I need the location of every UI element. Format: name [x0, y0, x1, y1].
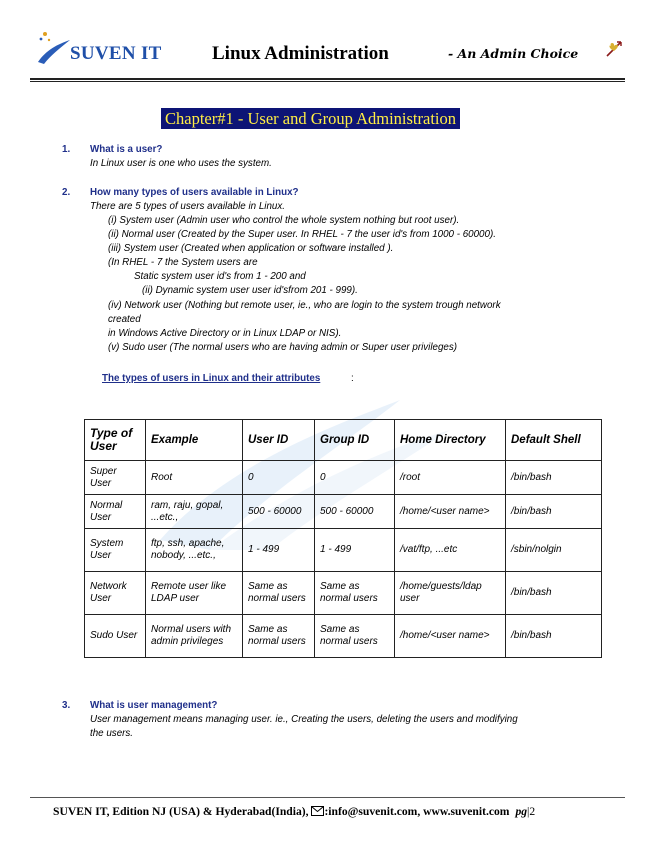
table-cell: Same as normal users [243, 572, 315, 615]
answer-line: (ii) Normal user (Created by the Super user. In RHEL - 7 the user id's from 1000 - 60000). [108, 229, 496, 240]
table-row [85, 495, 602, 529]
answer-line: created [108, 314, 141, 325]
column-header: Default Shell [506, 420, 602, 461]
table-subheading-text: The types of users in Linux and their attributes [102, 373, 321, 384]
answer-line: User management means managing user. ie., Creating the users, deleting the users and modifying [90, 714, 518, 725]
column-header: Example [146, 420, 243, 461]
arrow-heart-icon [603, 36, 627, 60]
question: What is a user? [90, 144, 163, 155]
answer-line: (iii) System user (Created when application or software installed ). [108, 243, 394, 254]
table-cell: 500 - 60000 [243, 495, 315, 529]
chapter-title: Chapter#1 - User and Group Administration [161, 108, 460, 129]
table-cell: /bin/bash [506, 461, 602, 495]
envelope-icon [311, 806, 324, 816]
answer-line: the users. [90, 728, 134, 739]
table-cell: /bin/bash [506, 572, 602, 615]
table-cell: 1 - 499 [315, 529, 395, 572]
table-row [85, 615, 602, 658]
table-header-row [85, 420, 602, 461]
page-label: pg [515, 805, 528, 818]
answer-line: in Windows Active Directory or in Linux LDAP or NIS). [108, 328, 342, 339]
answer-line: (v) Sudo user (The normal users who are having admin or Super user privileges) [108, 342, 458, 353]
table-cell: Sudo User [85, 615, 146, 658]
answer-line: (i) System user (Admin user who control the whole system nothing but root user). [108, 215, 460, 226]
table-cell: Same as normal users [315, 615, 395, 658]
table-cell: 500 - 60000 [315, 495, 395, 529]
footer-contact: :info@suvenit.com, www.suvenit.com [324, 805, 510, 818]
footer-text: SUVEN IT, Edition NJ (USA) & Hyderabad(India), [53, 805, 312, 818]
table-cell: /bin/bash [506, 615, 602, 658]
subheading-colon: : [351, 373, 354, 384]
user-types-table [84, 419, 602, 658]
section-number: 2. [62, 187, 71, 198]
logo-text: SUVEN IT [70, 43, 162, 64]
table-cell: Normal users with admin privileges [146, 615, 243, 658]
header-rule [30, 78, 625, 80]
section-number: 3. [62, 700, 71, 711]
table-cell: 0 [315, 461, 395, 495]
table-cell: Root [146, 461, 243, 495]
answer-line: (iv) Network user (Nothing but remote user, ie., who are login to the system trough network [108, 300, 501, 311]
table-cell: /vat/ftp, ...etc [395, 529, 506, 572]
section-number: 1. [62, 144, 71, 155]
table-cell: Remote user like LDAP user [146, 572, 243, 615]
answer-intro: There are 5 types of users available in Linux. [90, 201, 285, 212]
table-cell: System User [85, 529, 146, 572]
table-cell: 0 [243, 461, 315, 495]
document-title: Linux Administration [212, 43, 389, 64]
answer: In Linux user is one who uses the system. [90, 158, 272, 169]
page-footer [53, 805, 535, 818]
table-cell: ftp, ssh, apache, nobody, ...etc., [146, 529, 243, 572]
table-cell: /bin/bash [506, 495, 602, 529]
table-cell: 1 - 499 [243, 529, 315, 572]
answer-line: (In RHEL - 7 the System users are [108, 257, 258, 268]
table-cell: ram, raju, gopal, ...etc., [146, 495, 243, 529]
column-header: Home Directory [395, 420, 506, 461]
tagline: - An Admin Choice [448, 46, 579, 61]
suven-logo [36, 28, 196, 72]
answer-line: (ii) Dynamic system user user id'sfrom 201 - 999). [142, 285, 358, 296]
table-row [85, 572, 602, 615]
table-row [85, 529, 602, 572]
header-rule-thin [30, 81, 625, 82]
table-cell: /home/guests/ldap user [395, 572, 506, 615]
table-cell: Same as normal users [243, 615, 315, 658]
column-header: Group ID [315, 420, 395, 461]
table-cell: /root [395, 461, 506, 495]
table-cell: Network User [85, 572, 146, 615]
table-cell: Normal User [85, 495, 146, 529]
table-cell: /sbin/nolgin [506, 529, 602, 572]
column-header: Type of User [85, 420, 146, 461]
column-header: User ID [243, 420, 315, 461]
table-cell: /home/<user name> [395, 495, 506, 529]
table-cell: /home/<user name> [395, 615, 506, 658]
question: How many types of users available in Linux? [90, 187, 299, 198]
footer-rule [30, 797, 625, 798]
table-cell: Super User [85, 461, 146, 495]
table-subheading [102, 372, 320, 385]
table-row [85, 461, 602, 495]
page-header [30, 26, 625, 78]
page-number: |2 [527, 805, 536, 818]
answer-line: Static system user id's from 1 - 200 and [134, 271, 306, 282]
question: What is user management? [90, 700, 218, 711]
table-cell: Same as normal users [315, 572, 395, 615]
